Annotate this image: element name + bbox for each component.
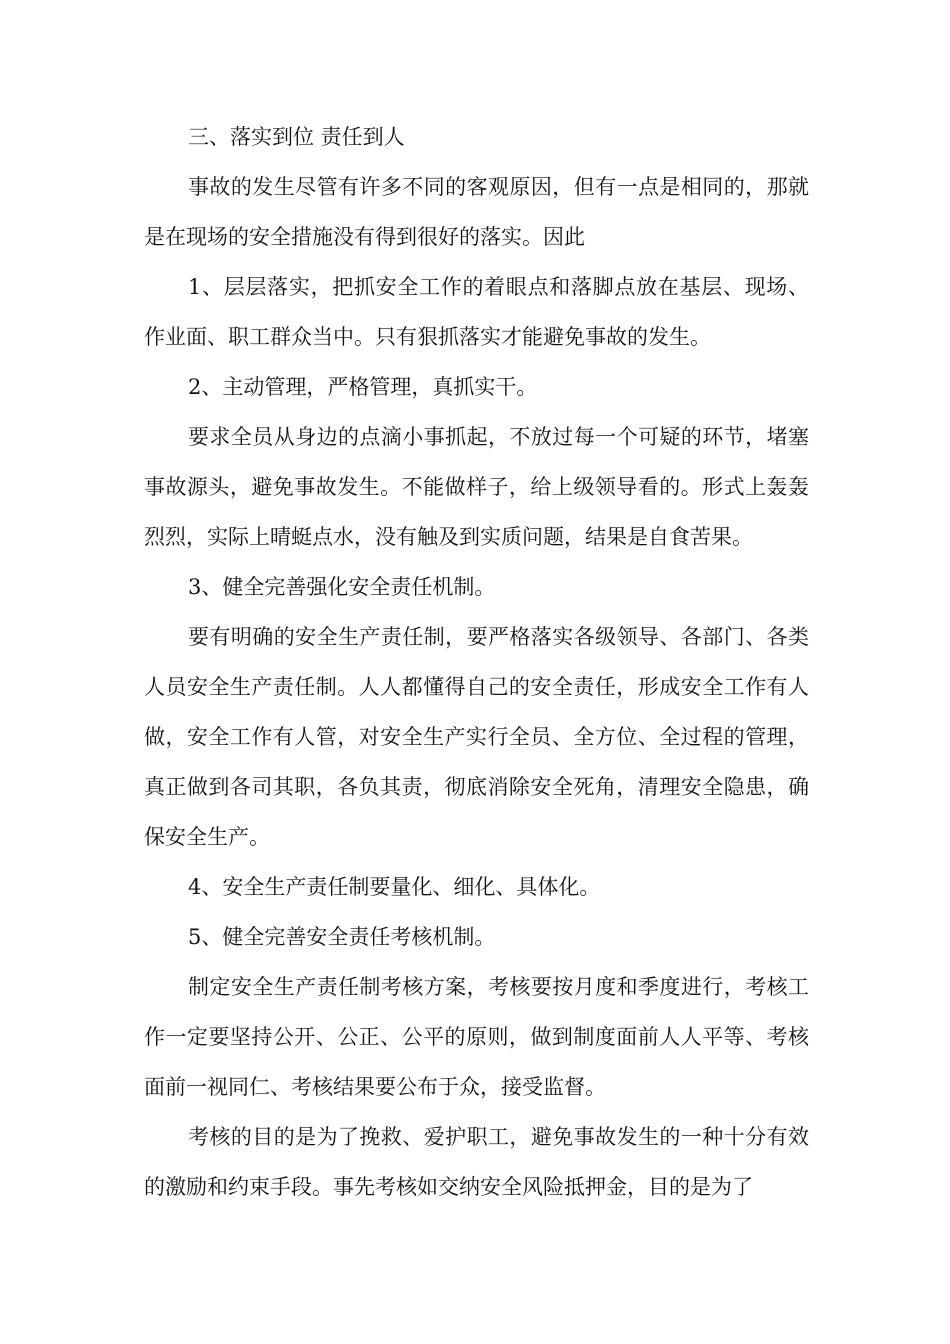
document-body <box>144 112 809 1212</box>
list-item: 4、安全生产责任制要量化、细化、具体化。 <box>188 875 601 899</box>
list-item: 2、主动管理，严格管理，真抓实干。 <box>188 375 538 399</box>
paragraph: 考核的目的是为了挽救、爱护职工，避免事故发生的一种十分有效的激励和约束手段。事先考核如交纳安全风险抵押金，目的是为了 <box>144 1125 809 1199</box>
paragraph: 要有明确的安全生产责任制，要严格落实各级领导、各部门、各类人员安全生产责任制。人人都懂得自己的安全责任，形成安全工作有人做，安全工作有人管，对安全生产实行全员、全方位、全过程的管理，真正做到各司其职，各负其责，彻底消除安全死角，清理安全隐患，确保安全生产。 <box>144 625 809 849</box>
paragraph: 要求全员从身边的点滴小事抓起，不放过每一个可疑的环节，堵塞事故源头，避免事故发生。不能做样子，给上级领导看的。形式上轰轰烈烈，实际上晴蜓点水，没有触及到实质问题，结果是自食苦果。 <box>144 425 809 549</box>
list-item: 5、健全完善安全责任考核机制。 <box>188 925 496 949</box>
section-heading: 三、落实到位 责任到人 <box>188 125 405 149</box>
paragraph: 制定安全生产责任制考核方案，考核要按月度和季度进行，考核工作一定要坚持公开、公正、公平的原则，做到制度面前人人平等、考核面前一视同仁、考核结果要公布于众，接受监督。 <box>144 975 809 1099</box>
list-item: 3、健全完善强化安全责任机制。 <box>188 575 496 599</box>
paragraph: 事故的发生尽管有许多不同的客观原因，但有一点是相同的，那就是在现场的安全措施没有得到很好的落实。因此 <box>144 175 809 249</box>
list-item: 1、层层落实，把抓安全工作的着眼点和落脚点放在基层、现场、作业面、职工群众当中。只有狠抓落实才能避免事故的发生。 <box>144 275 809 349</box>
